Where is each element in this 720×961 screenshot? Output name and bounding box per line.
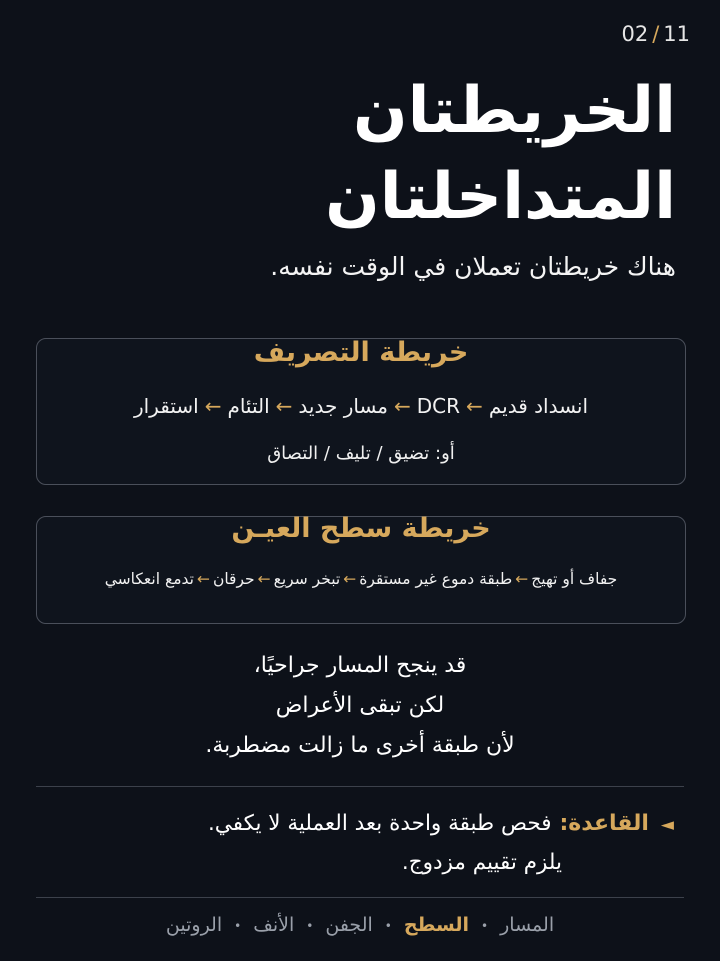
flow-step: حرقان xyxy=(212,570,255,588)
flow-step: انسداد قديم xyxy=(488,394,589,418)
nav-item-routine[interactable]: الروتين xyxy=(165,914,223,936)
note-line-1: قد ينجح المسار جراحيًا، xyxy=(253,653,467,678)
pointer-icon: ◄ xyxy=(660,815,674,835)
drainage-map-alternative: أو: تضيق / تليف / التصاق xyxy=(267,443,455,464)
flow-step: طبقة دموع غير مستقرة xyxy=(359,570,513,588)
note-line-2: لكن تبقى الأعراض xyxy=(275,693,445,718)
drainage-map-title: خريطة التصريف xyxy=(253,337,469,368)
arrow-icon: ← xyxy=(204,394,222,418)
divider xyxy=(36,786,684,787)
slide-total: 11 xyxy=(663,22,690,46)
arrow-icon: ← xyxy=(275,394,293,418)
surface-map-flow xyxy=(37,570,685,588)
drainage-map-flow xyxy=(37,394,685,418)
arrow-icon: ← xyxy=(515,570,529,588)
divider xyxy=(36,897,684,898)
rule-text-line-1: فحص طبقة واحدة بعد العملية لا يكفي. xyxy=(207,811,552,836)
dot-separator: • xyxy=(306,918,314,933)
flow-step: DCR xyxy=(416,394,461,418)
nav-item-path[interactable]: المسار xyxy=(500,914,555,936)
nav-item-nose[interactable]: الأنف xyxy=(253,914,295,936)
explanation-note xyxy=(0,646,720,766)
flow-step: استقرار xyxy=(133,394,199,418)
rule-text-line-2: يلزم تقييم مزدوج. xyxy=(401,850,562,875)
rule-label: القاعدة: xyxy=(559,811,649,836)
title-line-2: المتداخلتان xyxy=(325,160,676,234)
flow-step: مسار جديد xyxy=(298,394,389,418)
dot-separator: • xyxy=(481,918,489,933)
slide-counter xyxy=(621,22,690,46)
nav-item-surface[interactable]: السطح xyxy=(403,914,470,936)
dot-separator: • xyxy=(384,918,392,933)
counter-separator: / xyxy=(652,22,660,46)
flow-step: جفاف أو تهيج xyxy=(531,570,618,588)
page-title xyxy=(36,68,676,240)
surface-map-card xyxy=(36,513,686,624)
flow-step: تبخر سريع xyxy=(273,570,341,588)
subtitle: هناك خريطتان تعملان في الوقت نفسه. xyxy=(270,252,676,281)
arrow-icon: ← xyxy=(466,394,483,418)
footer-nav xyxy=(0,914,720,936)
nav-item-eyelid[interactable]: الجفن xyxy=(325,914,373,936)
flow-step: التئام xyxy=(227,394,270,418)
surface-map-title: خريطة سطح العيـن xyxy=(231,513,491,544)
note-line-3: لأن طبقة أخرى ما زالت مضطربة. xyxy=(205,733,515,758)
rule-callout xyxy=(34,805,674,882)
flow-step: تدمع انعكاسي xyxy=(104,570,194,588)
dot-separator: • xyxy=(234,918,242,933)
drainage-map-card xyxy=(36,338,686,485)
arrow-icon: ← xyxy=(394,394,411,418)
slide-current: 02 xyxy=(621,22,649,46)
title-line-1: الخريطتان xyxy=(352,74,676,148)
arrow-icon: ← xyxy=(196,570,210,588)
arrow-icon: ← xyxy=(257,570,271,588)
arrow-icon: ← xyxy=(343,570,357,588)
